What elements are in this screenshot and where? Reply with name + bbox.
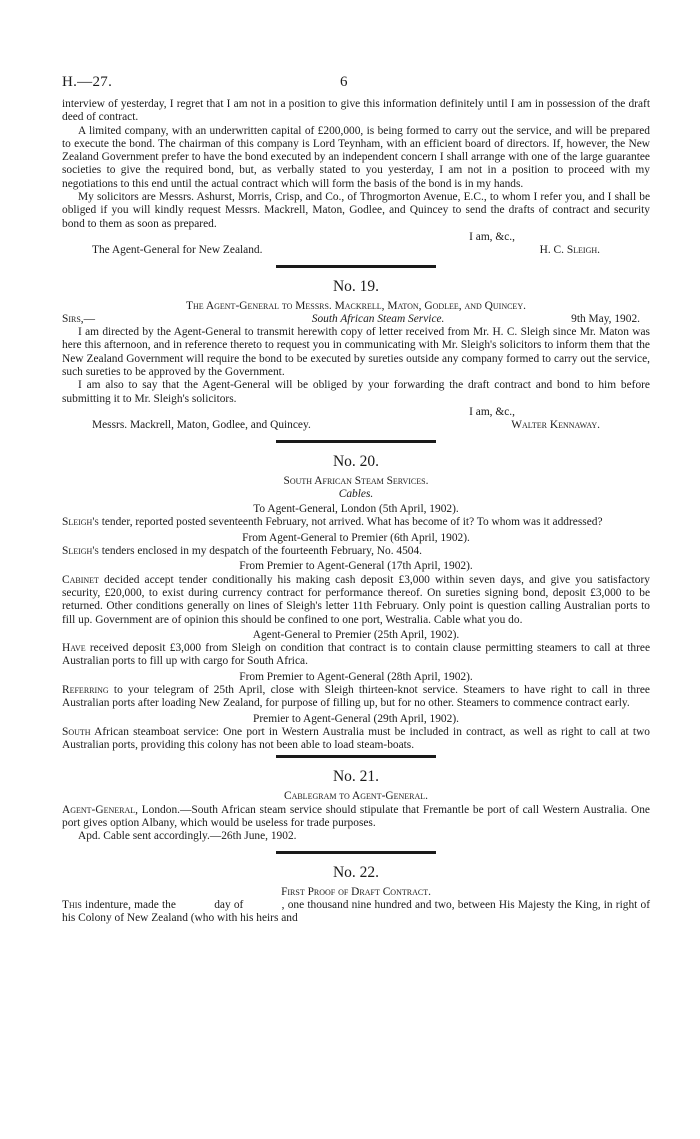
cable-text: Sleigh's tender, reported posted seventeenth February, not arrived. What has become of it? To whom was it addressed? [62, 516, 603, 529]
cable-heading: From Premier to Agent-General (17th April, 1902). [239, 560, 473, 573]
paragraph: interview of yesterday, I regret that I am not in a position to give this information definitely until I am in possession of the draft deed of contract. [62, 98, 650, 124]
section-subheading: Cables. [338, 487, 374, 500]
page-number: 6 [340, 74, 348, 90]
section-heading: Cablegram to Agent-General. [283, 790, 429, 803]
closing: I am, &c., [469, 230, 515, 243]
document-no-19 [62, 278, 650, 433]
cable-text: Have received deposit £3,000 from Sleigh on condition that contract is to contain clause permitting steamers to call at three Australian ports to fill up with cargo for South Africa. [62, 642, 650, 668]
document-no-20 [62, 453, 650, 753]
document-page [62, 0, 653, 926]
letter-18-continuation [62, 98, 650, 258]
cable-heading: From Agent-General to Premier (6th April, 1902). [242, 531, 470, 544]
section-divider [276, 265, 436, 268]
signature: Walter Kennaway. [511, 419, 600, 432]
paragraph: I am directed by the Agent-General to transmit herewith copy of letter received from Mr. H. C. Sleigh since Mr. Maton was here this afternoon, and in reference thereto to request you in communicating with Mr. Sleigh's solicitors to inform them that the New Zealand Government will require the bond to be executed by sureties outside any company formed to carry out the service, such sureties to be approved by the Government. [62, 326, 650, 379]
section-number: No. 19. [332, 277, 380, 295]
signature: H. C. Sleigh. [539, 244, 600, 257]
page-header [62, 76, 650, 98]
cable-text: Cabinet decided accept tender conditionally his making cash deposit £3,000 within seven days, and give you satisfactory security, £20,000, to exist during currency contract for performance thereof. On sureties signing bond, deposit £3,000 to be returned. Other conditions generally on lines of Sleigh's letter 11th February. Only point is question calling Australian ports to fill up. Government are of opinion this should be confined to one port, Westralia. Cable what you do. [62, 573, 650, 626]
cable-text: South African steamboat service: One port in Western Australia must be included in contract, as well as right to call at two Australian ports, providing this colony has not been able to load steam-boats. [62, 725, 650, 752]
date: 9th May, 1902. [571, 312, 640, 325]
section-divider [276, 440, 436, 443]
section-divider [276, 851, 436, 854]
paragraph: My solicitors are Messrs. Ashurst, Morris, Crisp, and Co., of Throgmorton Avenue, E.C., to whom I refer you, and I shall be obliged if you will kindly request Messrs. Mackrell, Maton, Godlee, and Quincey to send the drafts of contract and security bond to them as soon as prepared. [62, 191, 650, 230]
document-no-21 [62, 768, 650, 843]
closing: I am, &c., [469, 405, 515, 418]
salutation-row [62, 313, 650, 326]
section-number: No. 21. [332, 768, 380, 786]
section-heading: South African Steam Services. [283, 474, 429, 487]
paragraph: I am also to say that the Agent-General will be obliged by your forwarding the draft contract and bond to him before submitting it to Mr. Sleigh's solicitors. [62, 379, 650, 405]
approval-note: Apd. Cable sent accordingly.—26th June, 1902. [78, 830, 297, 843]
section-number: No. 22. [332, 863, 380, 881]
addressee: Messrs. Mackrell, Maton, Godlee, and Quincey. [92, 419, 311, 432]
cable-heading: Premier to Agent-General (29th April, 1902). [253, 712, 459, 725]
signature-row [62, 244, 650, 257]
section-number: No. 20. [332, 452, 380, 470]
paragraph: A limited company, with an underwritten capital of £200,000, is being formed to carry out the service, and will be prepared to execute the bond. The chairman of this company is Lord Teynham, with an efficient board of directors. If, however, the New Zealand Government prefer to have the bond executed by an independent concern I shall arrange with one of the large guarantee societies to give the required bond, but, as verbally stated to you yesterday, I am not in a position to proceed with my negotiations to this end until the actual contract which will form the basis of the bond is in my hands. [62, 124, 650, 190]
cable-heading: To Agent-General, London (5th April, 1902). [253, 503, 459, 516]
cable-text: Referring to your telegram of 25th April, close with Sleigh thirteen-knot service. Steamers to have right to call in three Australian ports after loading New Zealand, for purpose of filling up, but for no other. Steamers to commence contract early. [62, 683, 650, 710]
cable-heading: Agent-General to Premier (25th April, 1902). [252, 628, 460, 641]
cable-text: Sleigh's tenders enclosed in my despatch of the fourteenth February, No. 4504. [62, 545, 423, 558]
cable-heading: From Premier to Agent-General (28th April, 1902). [239, 670, 473, 683]
cable-text: Agent-General, London.—South African steam service should stipulate that Fremantle be port of call Western Australia. One port gives option Albany, which would be useless for trade purposes. [62, 803, 650, 830]
contract-text: This indenture, made the day of , one thousand nine hundred and two, between His Majesty the King, in right of his Colony of New Zealand (who with his heirs and [62, 898, 653, 925]
document-code: H.—27. [62, 74, 113, 90]
salutation: Sirs,— [62, 312, 96, 325]
section-heading: The Agent-General to Messrs. Mackrell, Maton, Godlee, and Quincey. [186, 299, 526, 312]
document-no-22 [62, 863, 653, 926]
addressee: The Agent-General for New Zealand. [92, 244, 263, 257]
signature-row [62, 419, 650, 432]
section-divider [276, 755, 436, 758]
section-heading: First Proof of Draft Contract. [281, 885, 431, 898]
subject: South African Steam Service. [311, 312, 445, 325]
